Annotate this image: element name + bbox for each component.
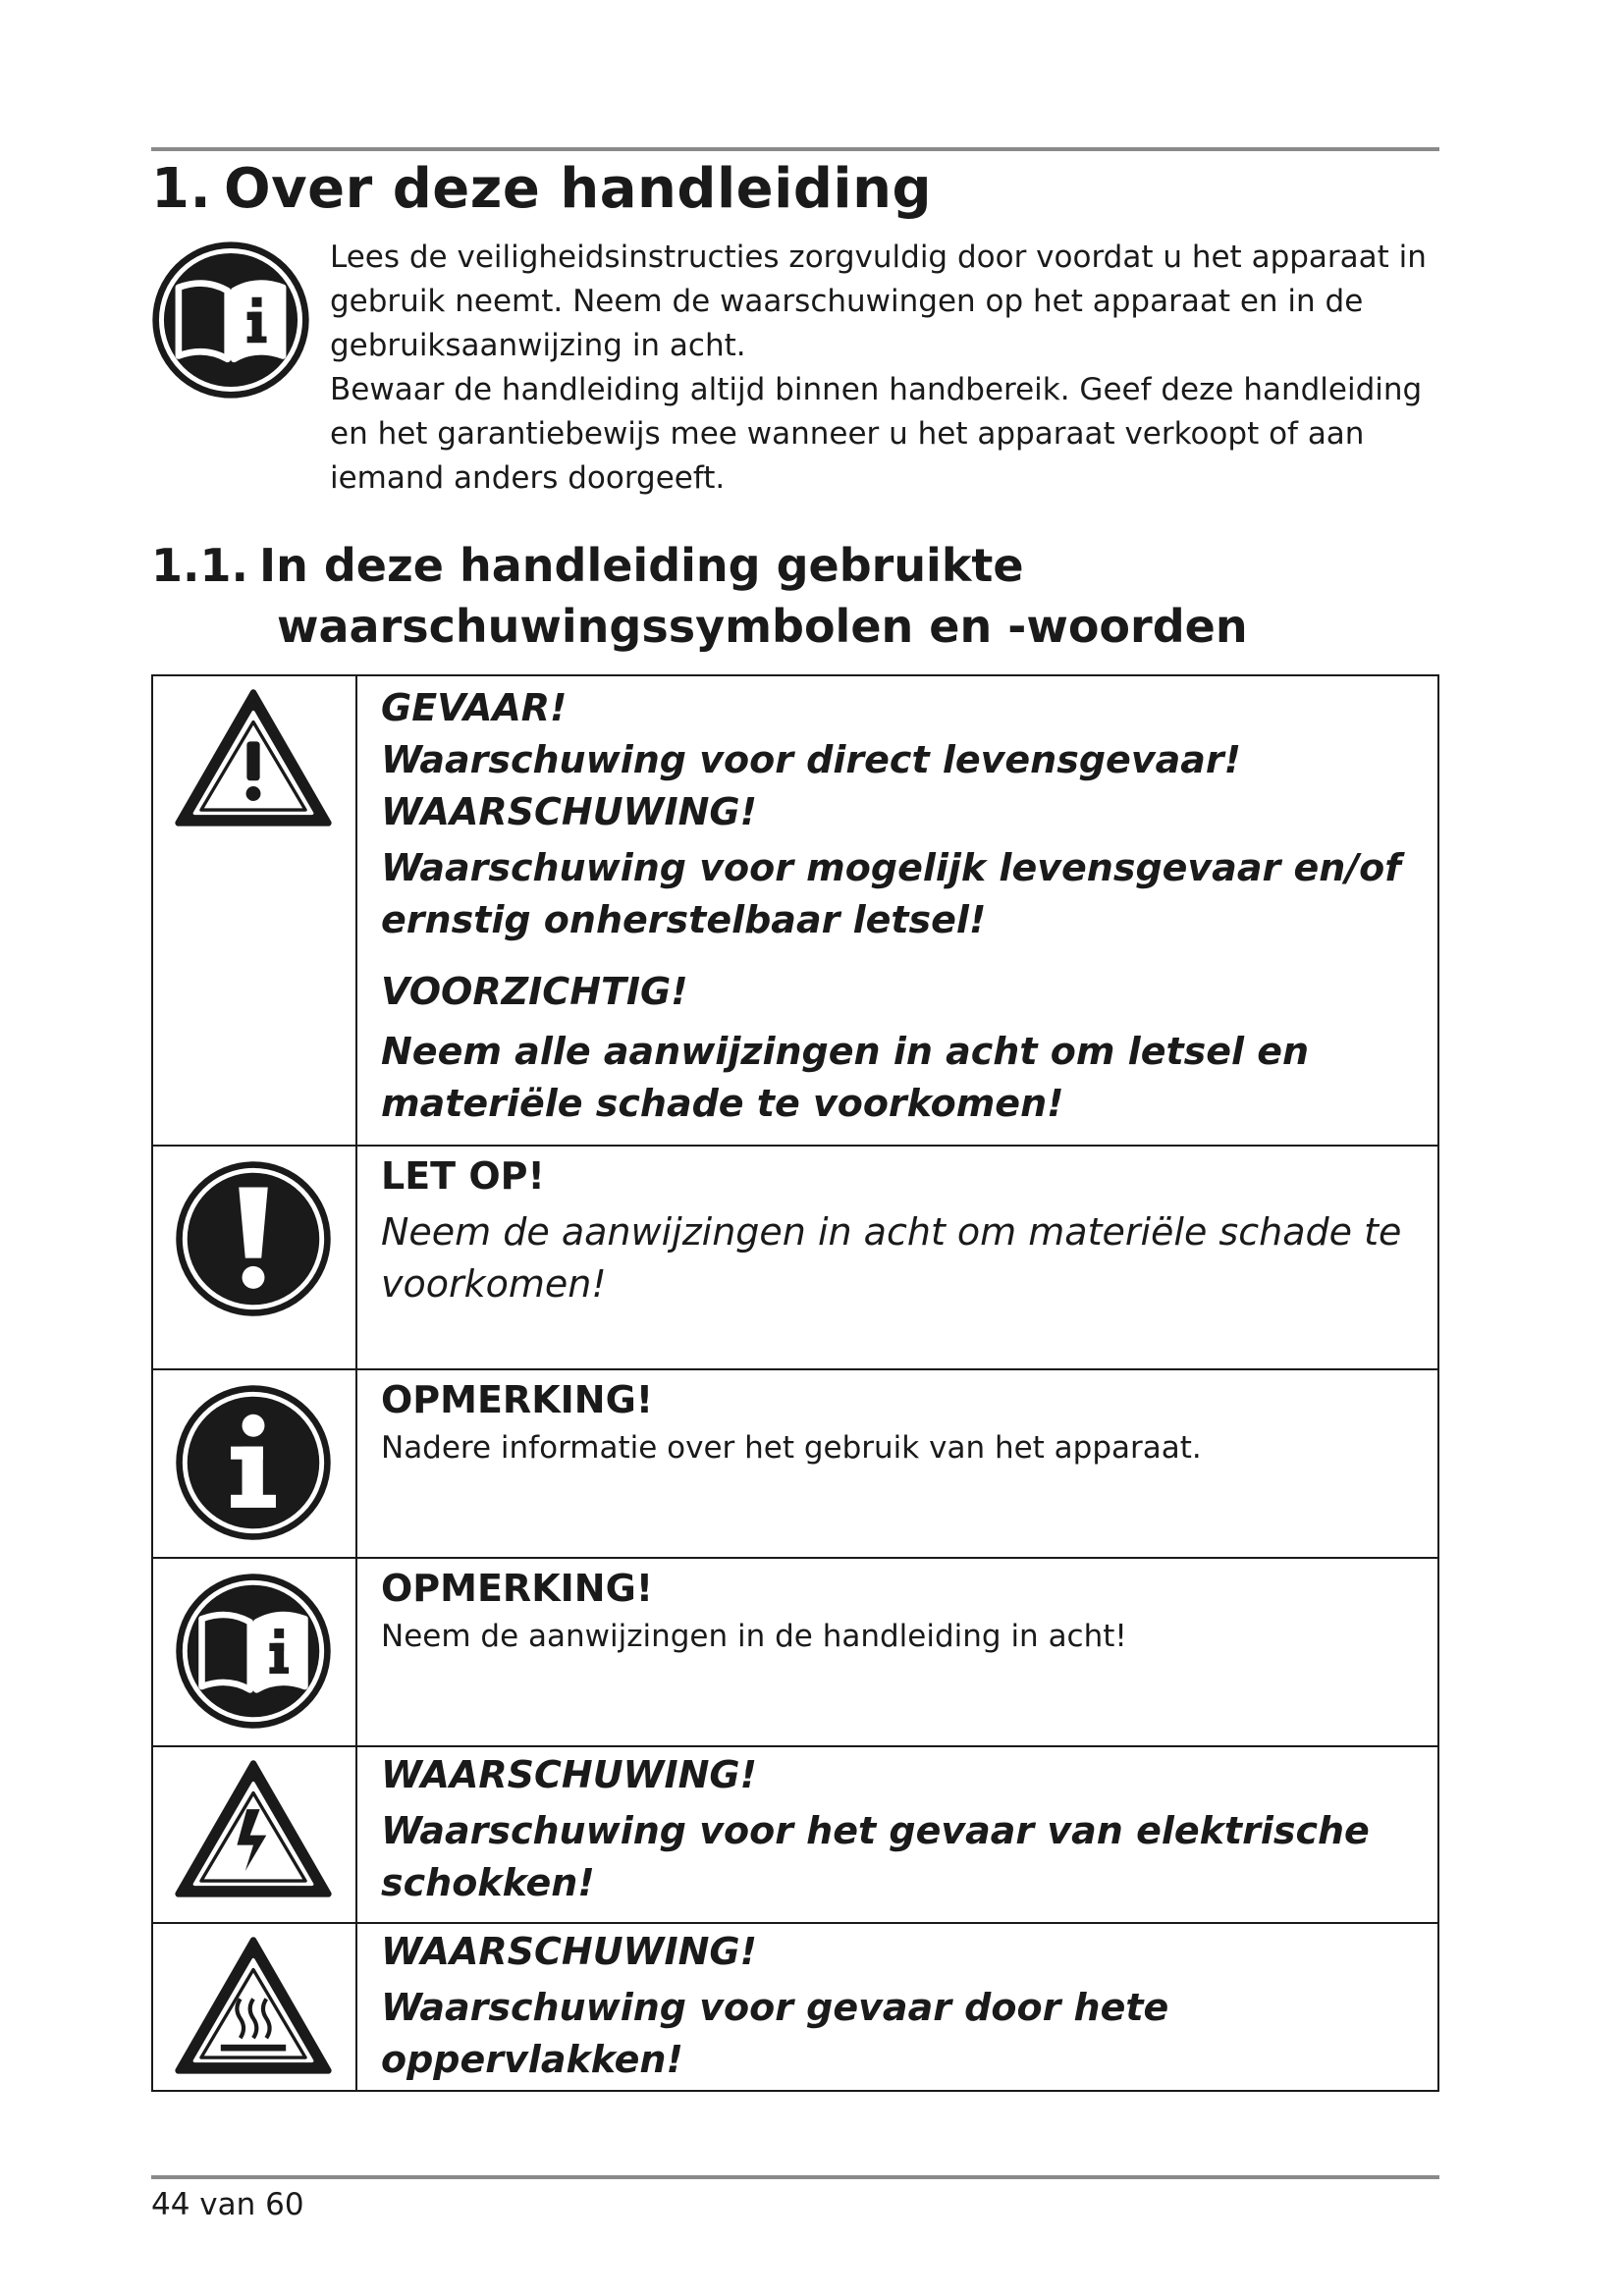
- section-number: 1.: [151, 157, 212, 221]
- intro-text: [330, 236, 1441, 501]
- subsection-title-line1: In deze handleiding gebruikte: [259, 539, 1024, 592]
- intro-paragraph-2: Bewaar de handleiding altijd binnen handbereik. Geef deze handleiding en het garantiebewijs mee wanneer u het apparaat verkoopt of aan iemand anders doorgeeft.: [330, 372, 1423, 496]
- text-cell: [381, 1374, 1412, 1469]
- icon-cell: [153, 1370, 357, 1557]
- electric-shock-icon: [172, 1757, 335, 1900]
- icon-cell: [153, 1147, 357, 1368]
- label-waarschuwing: WAARSCHUWING!: [381, 790, 757, 833]
- subsection-title-line2: waarschuwingssymbolen en -woorden: [277, 600, 1248, 653]
- label-opmerking-manual: OPMERKING!: [381, 1567, 654, 1610]
- text-cell: [381, 1563, 1412, 1658]
- table-row: [153, 676, 1437, 1145]
- section-title: Over deze handleiding: [224, 157, 933, 221]
- manual-info-icon: [173, 1571, 334, 1732]
- label-voorzichtig: VOORZICHTIG!: [381, 970, 688, 1013]
- text-cell: [381, 1150, 1412, 1310]
- text-voorzichtig: Neem alle aanwijzingen in acht om letsel en materiële schade te voorkomen!: [381, 1030, 1310, 1125]
- icon-cell: [153, 1747, 357, 1922]
- text-cell: [381, 1749, 1412, 1909]
- icon-cell: [153, 1924, 357, 2090]
- text-let-op: Neem de aanwijzingen in acht om materiële schade te voorkomen!: [381, 1210, 1402, 1306]
- text-waarschuwing-heet: Waarschuwing voor gevaar door hete oppervlakken!: [381, 1986, 1169, 2081]
- top-rule: [151, 147, 1439, 151]
- section-heading: [151, 157, 932, 221]
- warning-triangle-icon: [172, 686, 335, 829]
- intro-paragraph-1: Lees de veiligheidsinstructies zorgvuldig door voordat u het apparaat in gebruik neemt. Neem de waarschuwingen op het apparaat en in de gebruiksaanwijzing in acht.: [330, 240, 1427, 363]
- table-row: [153, 1557, 1437, 1745]
- subsection-heading: [151, 535, 1248, 657]
- table-row: [153, 1745, 1437, 1922]
- label-waarschuwing-heet: WAARSCHUWING!: [381, 1930, 757, 1973]
- text-cell: [381, 682, 1412, 1130]
- info-circle-icon: [173, 1382, 334, 1543]
- label-waarschuwing-elektrisch: WAARSCHUWING!: [381, 1753, 757, 1796]
- icon-cell: [153, 1559, 357, 1745]
- bottom-rule: [151, 2175, 1439, 2179]
- hot-surface-icon: [172, 1934, 335, 2077]
- text-opmerking-manual: Neem de aanwijzingen in de handleiding in acht!: [381, 1619, 1127, 1654]
- manual-info-icon: [149, 239, 312, 401]
- text-waarschuwing: Waarschuwing voor mogelijk levensgevaar en/of ernstig onherstelbaar letsel!: [381, 846, 1401, 941]
- table-row: [153, 1145, 1437, 1368]
- table-row: [153, 1922, 1437, 2090]
- text-opmerking: Nadere informatie over het gebruik van het apparaat.: [381, 1430, 1202, 1466]
- table-row: [153, 1368, 1437, 1557]
- text-cell: [381, 1926, 1412, 2086]
- label-let-op: LET OP!: [381, 1154, 545, 1198]
- subsection-number: 1.1.: [151, 539, 248, 592]
- warning-symbols-table: [151, 674, 1439, 2092]
- exclamation-circle-icon: [173, 1158, 334, 1319]
- text-waarschuwing-elektrisch: Waarschuwing voor het gevaar van elektrische schokken!: [381, 1809, 1370, 1904]
- label-gevaar: GEVAAR!: [381, 686, 568, 729]
- text-gevaar: Waarschuwing voor direct levensgevaar!: [381, 738, 1241, 781]
- icon-cell: [153, 676, 357, 1145]
- page-number: 44 van 60: [151, 2187, 304, 2222]
- label-opmerking: OPMERKING!: [381, 1378, 654, 1421]
